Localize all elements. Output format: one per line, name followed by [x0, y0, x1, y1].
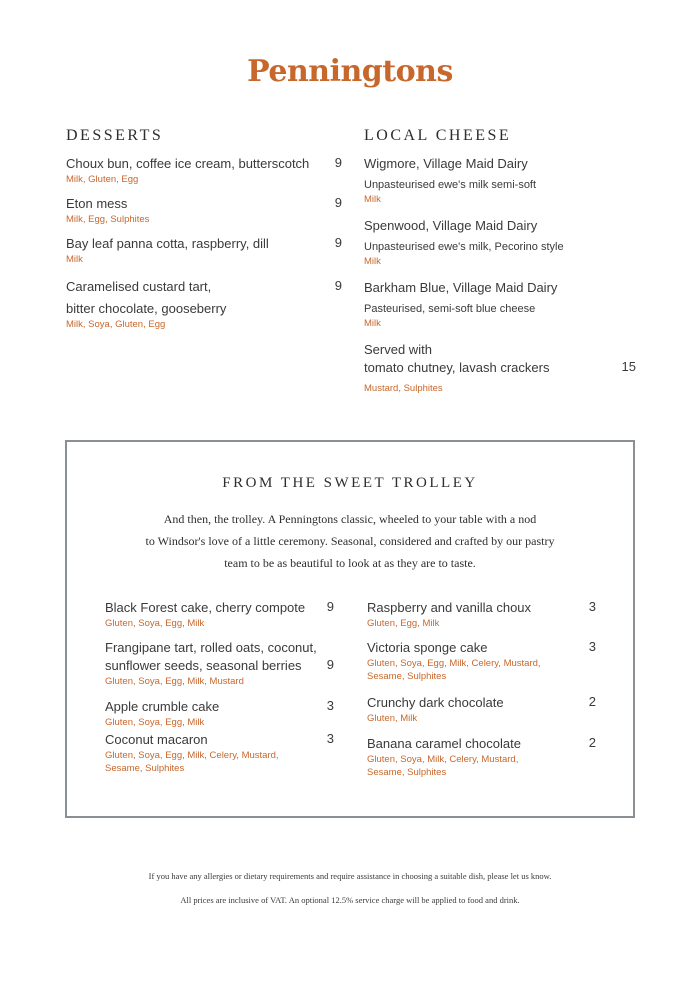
dessert-item — [66, 235, 342, 278]
trolley-item — [367, 694, 596, 735]
trolley-item-name: Raspberry and vanilla choux — [367, 600, 532, 615]
dessert-name-line2: bitter chocolate, gooseberry — [66, 301, 227, 316]
dessert-name: Bay leaf panna cotta, raspberry, dill — [66, 236, 269, 251]
trolley-item-price: 9 — [326, 657, 334, 672]
trolley-item-name-line2: sunflower seeds, seasonal berries — [105, 658, 302, 673]
served-line1: Served with — [364, 342, 432, 357]
trolley-item-allergens: Gluten, Soya, Egg, Milk, Mustard — [105, 676, 244, 687]
cheese-item — [364, 279, 636, 341]
trolley-item — [367, 599, 596, 639]
dessert-allergens: Milk, Egg, Sulphites — [66, 214, 150, 225]
trolley-intro — [110, 508, 590, 574]
served-line2: tomato chutney, lavash crackers — [364, 360, 550, 375]
trolley-item — [105, 599, 334, 639]
trolley-item-allergens-line2: Sesame, Sulphites — [367, 671, 447, 682]
trolley-item-name-line1: Frangipane tart, rolled oats, coconut, — [105, 640, 317, 655]
cheese-allergens: Milk — [364, 318, 381, 329]
allergy-note: If you have any allergies or dietary requirements and require assistance in choosing a suitable dish, please let us know. — [148, 871, 552, 881]
trolley-item-price: 9 — [326, 599, 334, 614]
dessert-price: 9 — [334, 155, 342, 170]
dessert-item — [66, 278, 342, 331]
trolley-item-allergens: Gluten, Milk — [367, 713, 418, 724]
dessert-price: 9 — [334, 195, 342, 210]
dessert-price: 9 — [334, 278, 342, 293]
dessert-allergens: Milk, Gluten, Egg — [66, 174, 139, 185]
trolley-right-list — [367, 599, 596, 779]
intro-line: And then, the trolley. A Penningtons classic, wheeled to your table with a nod — [163, 512, 537, 526]
trolley-item-allergens-line1: Gluten, Soya, Egg, Milk, Celery, Mustard, — [367, 658, 541, 669]
trolley-item-price: 3 — [588, 599, 596, 614]
cheese-name: Spenwood, Village Maid Dairy — [364, 218, 538, 233]
cheese-title: LOCAL CHEESE — [364, 127, 512, 144]
trolley-title: FROM THE SWEET TROLLEY — [222, 475, 478, 491]
trolley-item — [367, 735, 596, 779]
trolley-item-allergens: Gluten, Egg, Milk — [367, 618, 440, 629]
trolley-item-price: 3 — [588, 639, 596, 654]
trolley-item-allergens-line2: Sesame, Sulphites — [105, 763, 185, 774]
cheese-allergens: Milk — [364, 194, 381, 205]
trolley-item — [367, 639, 596, 694]
trolley-item-name: Coconut macaron — [105, 732, 208, 747]
trolley-item-name: Apple crumble cake — [105, 699, 220, 714]
brand-logo: Penningtons — [247, 54, 453, 89]
trolley-item-price: 3 — [326, 698, 334, 713]
trolley-item-allergens-line2: Sesame, Sulphites — [367, 767, 447, 778]
dessert-name: Choux bun, coffee ice cream, butterscotch — [66, 156, 310, 171]
cheese-item — [364, 217, 636, 279]
trolley-item-name: Black Forest cake, cherry compote — [105, 600, 306, 615]
served-allergens: Mustard, Sulphites — [364, 383, 443, 394]
trolley-item — [105, 731, 334, 775]
trolley-item — [105, 698, 334, 731]
trolley-item-allergens: Gluten, Soya, Egg, Milk — [105, 717, 205, 728]
intro-line: team to be as beautiful to look at as they are to taste. — [224, 556, 476, 570]
cheese-desc: Unpasteurised ewe's milk, Pecorino style — [364, 241, 564, 253]
trolley-item-price: 2 — [588, 694, 596, 709]
dessert-item — [66, 195, 342, 235]
dessert-allergens: Milk, Soya, Gluten, Egg — [66, 319, 166, 330]
trolley-item-name: Victoria sponge cake — [367, 640, 488, 655]
dessert-price: 9 — [334, 235, 342, 250]
vat-note: All prices are inclusive of VAT. An optional 12.5% service charge will be applied to food and drink. — [180, 895, 520, 905]
trolley-left-list — [105, 599, 334, 775]
served-price: 15 — [621, 359, 636, 374]
cheese-name: Barkham Blue, Village Maid Dairy — [364, 280, 558, 295]
trolley-item-name: Banana caramel chocolate — [367, 736, 521, 751]
desserts-title: DESSERTS — [66, 127, 164, 144]
cheese-item — [364, 155, 636, 217]
trolley-item-allergens-line1: Gluten, Soya, Milk, Celery, Mustard, — [367, 754, 519, 765]
cheese-list — [364, 155, 636, 395]
trolley-item-price: 2 — [588, 735, 596, 750]
intro-line: to Windsor's love of a little ceremony. Seasonal, considered and crafted by our pastry — [145, 534, 555, 548]
trolley-item — [105, 639, 334, 698]
cheese-served-with — [364, 341, 636, 395]
cheese-name: Wigmore, Village Maid Dairy — [364, 156, 528, 171]
cheese-desc: Unpasteurised ewe's milk semi-soft — [364, 179, 537, 191]
trolley-item-allergens-line1: Gluten, Soya, Egg, Milk, Celery, Mustard, — [105, 750, 279, 761]
trolley-item-name: Crunchy dark chocolate — [367, 695, 504, 710]
trolley-item-price: 3 — [326, 731, 334, 746]
dessert-allergens: Milk — [66, 254, 83, 265]
desserts-list — [66, 155, 342, 331]
dessert-item — [66, 155, 342, 195]
dessert-name: Eton mess — [66, 196, 128, 211]
cheese-allergens: Milk — [364, 256, 381, 267]
dessert-name-line1: Caramelised custard tart, — [66, 279, 212, 294]
trolley-item-allergens: Gluten, Soya, Egg, Milk — [105, 618, 205, 629]
cheese-desc: Pasteurised, semi-soft blue cheese — [364, 303, 536, 315]
